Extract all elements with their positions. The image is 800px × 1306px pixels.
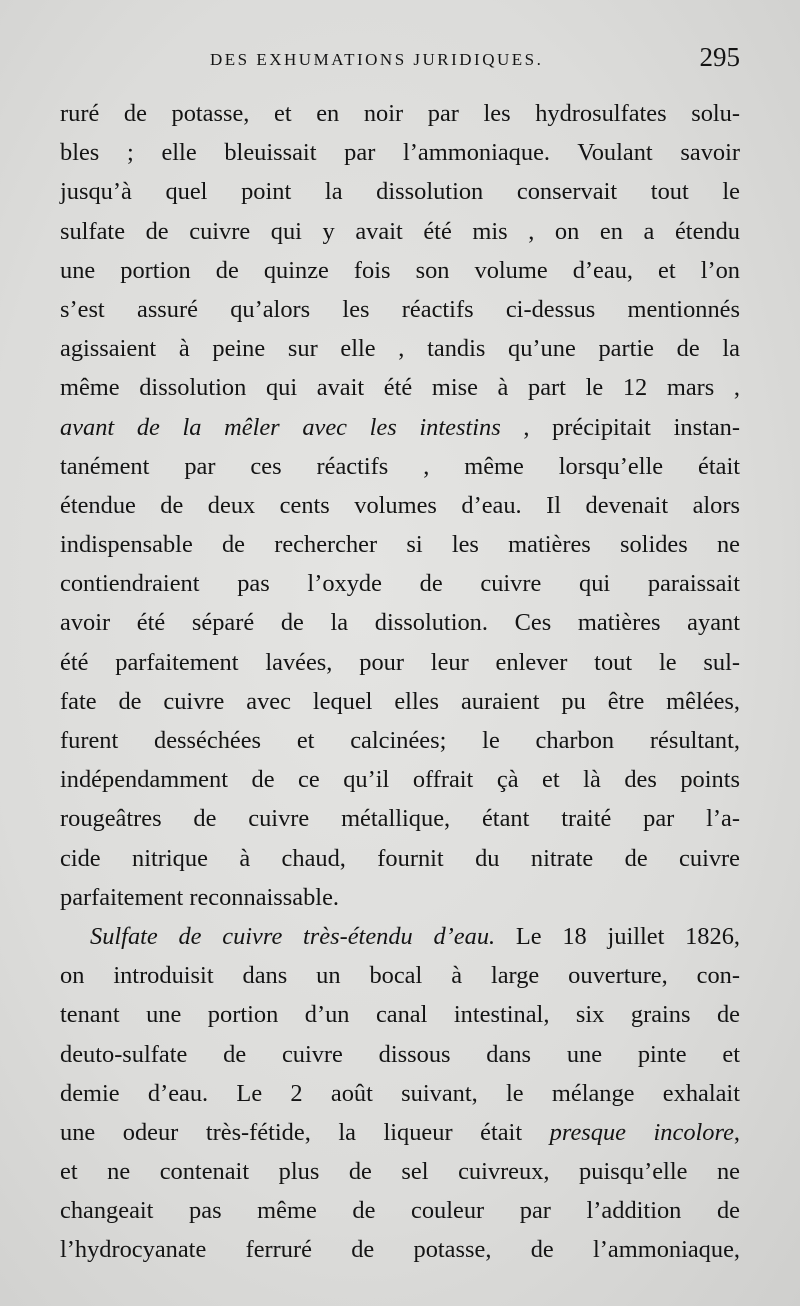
- text-run: s’est assuré qu’alors les réactifs ci-dessus mentionnés: [60, 295, 740, 323]
- text-line: [60, 94, 740, 133]
- text-run: contiendraient pas l’oxyde de cuivre qui paraissait: [60, 570, 740, 598]
- text-line: [60, 1113, 740, 1152]
- text-run: furent desséchées et calcinées; le charbon résultant,: [60, 727, 740, 754]
- text-run: une portion de quinze fois son volume d’eau, et l’on: [60, 256, 740, 284]
- text-line: [60, 799, 740, 838]
- text-line: [60, 956, 740, 995]
- text-line: [60, 133, 740, 172]
- text-line: [60, 564, 740, 603]
- text-run: tenant une portion d’un canal intestinal, six grains de: [60, 1001, 740, 1029]
- text-line: [60, 643, 740, 682]
- text-run: l’hydrocyanate ferruré de potasse, de l’ammoniaque,: [60, 1236, 740, 1264]
- text-line: [60, 878, 740, 917]
- text-run: avoir été séparé de la dissolution. Ces matières ayant: [60, 609, 740, 637]
- text-line: [60, 917, 740, 956]
- text-run: , précipitait instan-: [500, 413, 740, 441]
- text-run: ,: [733, 1118, 741, 1146]
- text-line: [60, 760, 740, 799]
- text-line: [60, 329, 740, 368]
- text-run: tanément par ces réactifs , même lorsqu’elle était: [60, 452, 740, 480]
- italic-phrase: avant de la mêler avec les intestins: [60, 413, 501, 441]
- page-number: 295: [699, 42, 740, 72]
- text-run: une odeur très-fétide, la liqueur était: [60, 1118, 550, 1146]
- text-run: Le 18 juillet 1826,: [495, 922, 740, 950]
- text-run: étendue de deux cents volumes d’eau. Il devenait alors: [60, 491, 740, 519]
- text-line: [60, 1152, 740, 1191]
- text-line: [60, 995, 740, 1034]
- text-line: [60, 486, 740, 525]
- text-run: et ne contenait plus de sel cuivreux, puisqu’elle ne: [60, 1158, 740, 1186]
- text-run: parfaitement reconnaissable.: [60, 883, 340, 911]
- text-line: [60, 1191, 740, 1230]
- page-header: [60, 42, 740, 82]
- text-line: [60, 839, 740, 878]
- text-line: [60, 251, 740, 290]
- text-run: bles ; elle bleuissait par l’ammoniaque. Voulant savoir: [60, 139, 740, 167]
- text-line: [60, 212, 740, 251]
- text-run: rougeâtres de cuivre métallique, étant traité par l’a-: [60, 805, 740, 833]
- body-text: [60, 94, 740, 1270]
- text-line: [60, 447, 740, 486]
- text-run: indispensable de rechercher si les matières solides ne: [60, 531, 740, 559]
- text-line: [60, 525, 740, 564]
- text-line: [60, 1035, 740, 1074]
- text-run: sulfate de cuivre qui y avait été mis , on en a étendu: [60, 217, 740, 245]
- text-run: deuto-sulfate de cuivre dissous dans une pinte et: [60, 1040, 740, 1068]
- text-run: jusqu’à quel point la dissolution conservait tout le: [60, 178, 740, 206]
- italic-phrase: presque incolore: [549, 1118, 734, 1146]
- text-run: ruré de potasse, et en noir par les hydrosulfates solu-: [60, 100, 740, 127]
- text-run: on introduisit dans un bocal à large ouverture, con-: [60, 962, 740, 990]
- text-run: changeait pas même de couleur par l’addition de: [60, 1197, 740, 1225]
- italic-phrase: Sulfate de cuivre très-étendu d’eau.: [90, 922, 496, 950]
- running-title: DES EXHUMATIONS JURIDIQUES.: [210, 50, 544, 69]
- text-line: [60, 1074, 740, 1113]
- text-run: fate de cuivre avec lequel elles auraient pu être mêlées,: [60, 687, 740, 715]
- text-run: été parfaitement lavées, pour leur enlever tout le sul-: [60, 648, 740, 676]
- text-line: [60, 1230, 740, 1269]
- text-line: [60, 682, 740, 721]
- text-run: même dissolution qui avait été mise à part le 12 mars ,: [60, 374, 740, 402]
- text-line: [60, 721, 740, 760]
- text-line: [60, 408, 740, 447]
- text-run: indépendamment de ce qu’il offrait çà et là des points: [60, 766, 740, 794]
- text-line: [60, 172, 740, 211]
- text-line: [60, 603, 740, 642]
- text-run: agissaient à peine sur elle , tandis qu’une partie de la: [60, 335, 740, 363]
- text-run: demie d’eau. Le 2 août suivant, le mélange exhalait: [60, 1079, 740, 1107]
- text-line: [60, 290, 740, 329]
- text-line: [60, 368, 740, 407]
- text-run: cide nitrique à chaud, fournit du nitrate de cuivre: [60, 844, 740, 872]
